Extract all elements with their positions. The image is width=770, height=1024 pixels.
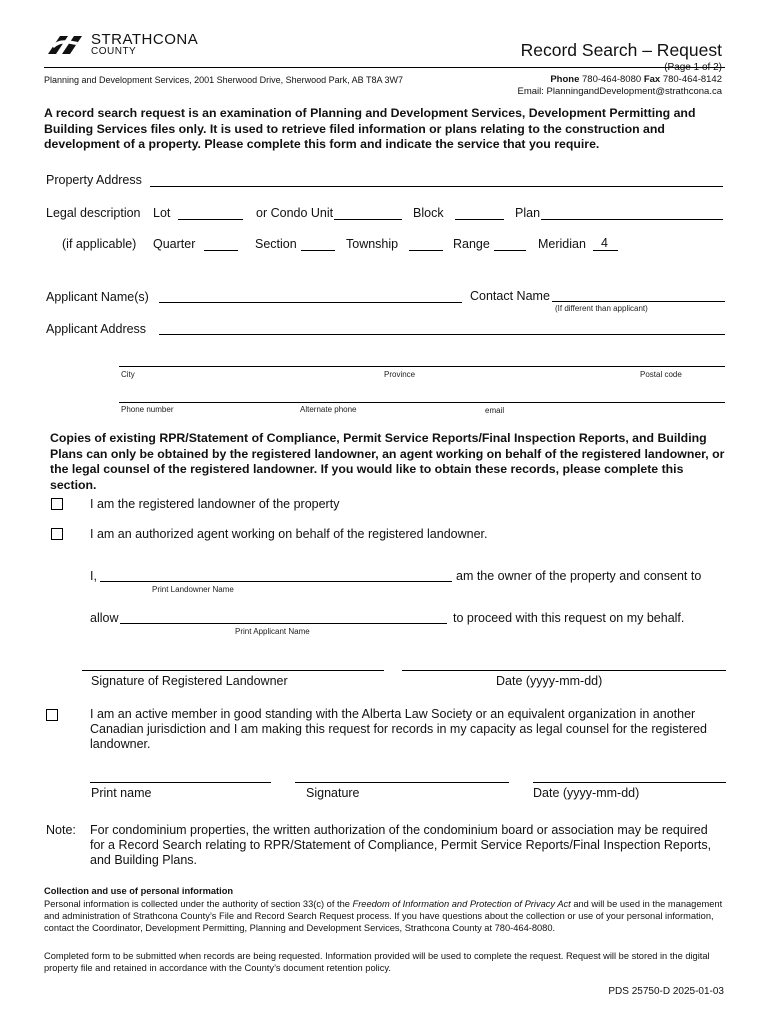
landowner-option-label: I am the registered landowner of the property — [90, 497, 340, 511]
city-label: City — [121, 370, 135, 379]
property-address-label: Property Address — [46, 173, 142, 187]
phone-number-label: Phone number — [121, 405, 174, 414]
meridian-label: Meridian — [538, 237, 586, 251]
print-applicant-label: Print Applicant Name — [235, 627, 310, 636]
fax-label: Fax — [643, 74, 661, 85]
property-address-field[interactable] — [150, 186, 723, 187]
quarter-field[interactable] — [204, 250, 238, 251]
phone-label: Phone — [550, 74, 580, 85]
consent-suffix: am the owner of the property and consent to — [456, 569, 702, 583]
logo-text-county: COUNTY — [91, 46, 137, 57]
meridian-value: 4 — [601, 236, 608, 250]
landowner-date-field[interactable] — [402, 670, 726, 671]
page-info: (Page 1 of 2) — [664, 62, 722, 73]
email-label: email — [485, 406, 505, 415]
fax-number: 780-464-8142 — [662, 74, 722, 85]
strathcona-logo-icon — [44, 32, 88, 56]
header-rule — [44, 67, 725, 68]
postal-code-label: Postal code — [640, 370, 682, 379]
agent-option-label: I am an authorized agent working on behalf of the registered landowner. — [90, 527, 488, 541]
plan-field[interactable] — [541, 219, 723, 220]
note-label: Note: — [46, 823, 76, 837]
condo-unit-field[interactable] — [334, 219, 402, 220]
counsel-signature-field[interactable] — [295, 782, 509, 783]
phone-email-field[interactable] — [119, 402, 725, 403]
landowner-signature-field[interactable] — [82, 670, 384, 671]
landowner-checkbox[interactable] — [51, 498, 63, 510]
lot-label: Lot — [153, 206, 171, 220]
counsel-print-name-field[interactable] — [90, 782, 271, 783]
alternate-phone-label: Alternate phone — [300, 405, 357, 414]
note-text: For condominium properties, the written authorization of the condominium board or association may be required for a Record Search relating to RPR/Statement of Compliance, Permit Service Reports/Final Inspection Reports, and Building Plans. — [90, 823, 712, 867]
contact-email: Email: PlanningandDevelopment@strathcona.ca — [517, 86, 722, 97]
applicant-address-label: Applicant Address — [46, 322, 147, 336]
section-label: Section — [255, 237, 297, 251]
contact-name-field[interactable] — [552, 301, 725, 302]
counsel-date-label: Date (yyyy-mm-dd) — [533, 786, 640, 800]
privacy-heading: Collection and use of personal information — [44, 886, 234, 896]
contact-name-label: Contact Name — [470, 289, 550, 303]
applicant-address-field[interactable] — [159, 334, 725, 335]
condo-unit-label: or Condo Unit — [256, 206, 334, 220]
block-label: Block — [413, 206, 444, 220]
logo-text-strathcona: STRATHCONA — [91, 31, 199, 48]
township-label: Township — [346, 237, 399, 251]
phone-number: 780-464-8080 — [582, 74, 642, 85]
range-label: Range — [453, 237, 490, 251]
privacy-text-before: Personal information is collected under the authority of section 33(c) of the — [44, 899, 353, 909]
form-title: Record Search – Request — [520, 40, 722, 60]
landowner-name-field[interactable] — [100, 581, 452, 582]
agent-checkbox[interactable] — [51, 528, 63, 540]
applicant-name-field[interactable] — [120, 623, 447, 624]
signature-label: Signature — [306, 786, 360, 800]
contact-name-note: (If different than applicant) — [555, 304, 648, 313]
applicant-names-label: Applicant Name(s) — [46, 290, 149, 304]
privacy-act-name: Freedom of Information and Protection of Privacy Act — [352, 899, 571, 909]
submission-paragraph: Completed form to be submitted when records are being requested. Information provided will be used to complete the request. Request will be stored in the digital property file and retained in accordance with the County’s document retention policy. — [44, 951, 710, 973]
section-field[interactable] — [301, 250, 335, 251]
applicant-names-field[interactable] — [159, 302, 462, 303]
lot-field[interactable] — [178, 219, 243, 220]
province-label: Province — [384, 370, 416, 379]
consent-prefix: I, — [90, 569, 97, 583]
counsel-option-label: I am an active member in good standing with the Alberta Law Society or an equivalent organization in another Canadian jurisdiction and I am making this request for records in my capacity as legal counsel for the registered landowner. — [90, 707, 707, 751]
intro-paragraph: A record search request is an examination of Planning and Development Services, Development Permitting and Building Services files only. It is used to retrieve filed information or plans relating to the construction and development of a property. Please complete this form and indicate the service that you require. — [44, 106, 696, 151]
privacy-paragraph — [44, 898, 726, 934]
landowner-date-label: Date (yyyy-mm-dd) — [496, 674, 603, 688]
range-field[interactable] — [494, 250, 526, 251]
print-name-label: Print name — [91, 786, 152, 800]
plan-label: Plan — [515, 206, 541, 220]
if-applicable-label: (if applicable) — [62, 237, 137, 251]
city-province-postal-field[interactable] — [119, 366, 725, 367]
meridian-field[interactable] — [593, 250, 618, 251]
landowner-signature-label: Signature of Registered Landowner — [91, 674, 288, 688]
township-field[interactable] — [409, 250, 443, 251]
counsel-checkbox[interactable] — [46, 709, 58, 721]
form-number: PDS 25750-D 2025-01-03 — [608, 986, 724, 997]
allow-suffix: to proceed with this request on my behalf. — [453, 611, 685, 625]
quarter-label: Quarter — [153, 237, 196, 251]
privacy-text-after: and will be used in the management and administration of Strathcona County’s File and Record Search Request process. If you have questions about the collection or use of your personal information, contact the Coordinator, Development Permitting, Planning and Development Services, Strathcona County at 780-464-8080. — [44, 899, 723, 933]
legal-description-label: Legal description — [46, 206, 141, 220]
contact-phone-fax — [550, 74, 722, 85]
print-landowner-label: Print Landowner Name — [152, 585, 234, 594]
copies-notice: Copies of existing RPR/Statement of Compliance, Permit Service Reports/Final Inspection Reports, and Building Plans can only be obtained by the registered landowner, an agent working on behalf of the registered landowner, or the legal counsel of the registered landowner. If you would like to obtain these records, please complete this section. — [50, 431, 725, 492]
allow-prefix: allow — [90, 611, 119, 625]
department-address: Planning and Development Services, 2001 Sherwood Drive, Sherwood Park, AB T8A 3W7 — [44, 75, 404, 85]
counsel-date-field[interactable] — [533, 782, 726, 783]
block-field[interactable] — [455, 219, 504, 220]
